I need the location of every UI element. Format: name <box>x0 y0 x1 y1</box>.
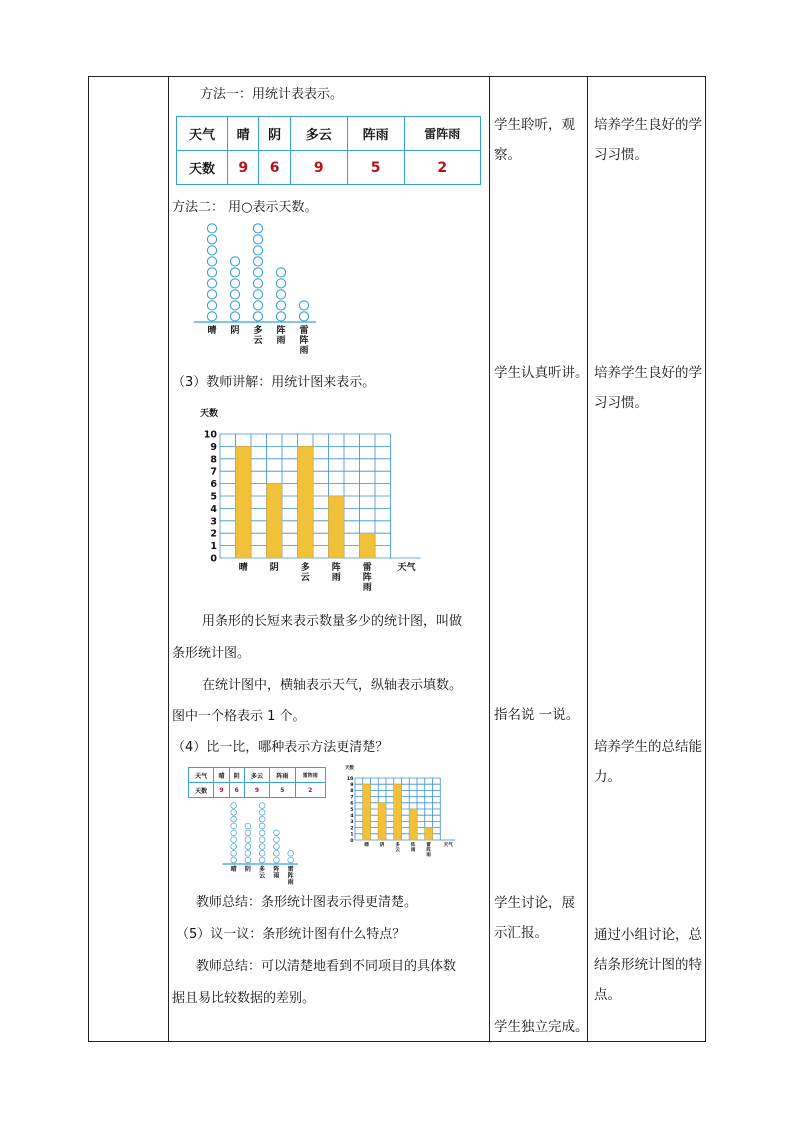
student-activity-2: 学生认真听讲。 <box>494 365 589 381</box>
y-tick-label: 9 <box>350 782 354 788</box>
circle-mark <box>259 857 265 863</box>
circle-mark <box>207 235 216 244</box>
bar-2 <box>267 484 283 558</box>
step5-text: （5）议一议：条形统计图有什么特点？ <box>176 927 406 942</box>
y-tick-label: 7 <box>210 466 217 478</box>
circle-mark <box>299 301 308 310</box>
circle-mark <box>245 823 251 829</box>
y-tick-label: 7 <box>350 795 354 801</box>
y-tick-label: 10 <box>203 429 217 441</box>
y-tick-label: 6 <box>210 479 217 491</box>
table-val-2: 6 <box>259 151 290 185</box>
column-divider-1 <box>168 77 169 1041</box>
circle-mark <box>230 279 239 288</box>
mini-table-cat-4: 阵雨 <box>270 768 295 783</box>
y-tick-label: 2 <box>350 826 354 832</box>
summary1: 教师总结：条形统计图表示得更清楚。 <box>196 895 418 910</box>
circle-mark <box>259 810 265 816</box>
circle-mark <box>231 837 237 843</box>
circle-mark <box>274 844 280 850</box>
circle-label-1: 晴 <box>230 865 237 873</box>
x-tick-label-4: 阵雨 <box>331 563 341 583</box>
bar-1 <box>363 784 371 840</box>
circle-mark <box>231 850 237 856</box>
circle-mark <box>207 224 216 233</box>
bar-chart <box>190 402 430 600</box>
circle-mark <box>230 290 239 299</box>
circle-label-5: 雷阵雨 <box>299 326 309 356</box>
mini-table-cat-2: 阴 <box>229 768 244 783</box>
bar-5 <box>425 828 433 840</box>
circle-label-2: 阴 <box>230 326 240 336</box>
circle-label-3: 多云 <box>259 865 266 880</box>
table-cat-5: 雷阵雨 <box>404 117 481 151</box>
mini-table-val-4: 5 <box>270 783 295 798</box>
circle-mark <box>253 290 262 299</box>
y-axis-title: 天数 <box>200 409 219 419</box>
circle-mark <box>274 837 280 843</box>
circle-label-1: 晴 <box>207 326 217 336</box>
mini-table-val-3: 9 <box>244 783 269 798</box>
circle-mark <box>230 268 239 277</box>
circle-mark <box>274 850 280 856</box>
circle-mark <box>230 257 239 266</box>
circle-mark <box>276 268 285 277</box>
circle-mark <box>245 830 251 836</box>
y-tick-label: 1 <box>210 541 217 553</box>
bar-4 <box>329 496 345 558</box>
column-divider-3 <box>587 77 588 1041</box>
circle-mark <box>230 312 239 321</box>
y-tick-label: 6 <box>350 801 354 807</box>
mini-table-cat-5: 雷阵雨 <box>295 768 325 783</box>
circle-label-4: 阵雨 <box>276 326 286 346</box>
circle-mark <box>245 837 251 843</box>
x-tick-label-3: 多云 <box>300 563 310 583</box>
step3-text: （3）教师讲解：用统计图来表示。 <box>172 375 376 390</box>
purpose-1: 培养学生良好的学习习惯。 <box>594 117 702 163</box>
y-tick-label: 0 <box>350 838 354 844</box>
circle-mark <box>207 279 216 288</box>
circle-label-5: 雷阵雨 <box>287 865 294 886</box>
weather-stat-table <box>176 116 481 185</box>
circle-mark <box>253 301 262 310</box>
method1-text: 方法一：用统计表表示。 <box>200 87 344 102</box>
table-val-5: 2 <box>404 151 481 185</box>
summary2-line1: 教师总结：可以清楚地看到不同项目的具体数 <box>196 959 457 974</box>
mini-table-val-2: 6 <box>229 783 244 798</box>
circle-mark <box>253 246 262 255</box>
bar-2 <box>378 803 386 840</box>
axis-line1: 在统计图中，横轴表示天气，纵轴表示填数。 <box>202 678 463 693</box>
y-tick-label: 5 <box>210 491 217 503</box>
x-tick-label-2: 阴 <box>269 563 279 573</box>
y-tick-label: 0 <box>210 553 217 565</box>
y-tick-label: 4 <box>350 813 354 819</box>
circle-mark <box>253 279 262 288</box>
mini-table-val-5: 2 <box>295 783 325 798</box>
axis-line2: 图中一个格表示 1 个。 <box>172 709 306 724</box>
x-tick-label-5: 雷阵雨 <box>362 563 372 593</box>
mini-bar-chart <box>340 762 453 858</box>
table-cat-4: 阵雨 <box>347 117 404 151</box>
circle-label-4: 阵雨 <box>273 865 280 880</box>
table-cat-3: 多云 <box>290 117 347 151</box>
mini-table-cat-1: 晴 <box>214 768 229 783</box>
circle-mark <box>259 837 265 843</box>
circle-mark <box>231 857 237 863</box>
table-header-weather: 天气 <box>177 117 228 151</box>
circle-mark <box>276 312 285 321</box>
circle-mark <box>274 830 280 836</box>
circle-mark <box>231 844 237 850</box>
y-tick-label: 10 <box>346 776 354 782</box>
circle-mark <box>230 301 239 310</box>
circle-mark <box>288 857 294 863</box>
x-tick-label-1: 晴 <box>238 563 248 573</box>
circle-mark <box>259 823 265 829</box>
bar-3 <box>394 784 402 840</box>
circle-mark <box>276 279 285 288</box>
x-tick-label-2: 阴 <box>379 843 385 848</box>
x-axis-title: 天气 <box>397 563 416 573</box>
purpose-3: 培养学生的总结能力。 <box>594 739 702 785</box>
circle-mark <box>259 850 265 856</box>
circle-mark <box>299 312 308 321</box>
table-cat-1: 晴 <box>228 117 259 151</box>
circle-mark <box>207 290 216 299</box>
student-activity-3: 指名说 一说。 <box>494 707 580 723</box>
y-tick-label: 3 <box>210 516 217 528</box>
y-tick-label: 8 <box>210 454 217 466</box>
bar-3 <box>298 446 314 558</box>
circle-mark <box>231 830 237 836</box>
circle-mark <box>207 312 216 321</box>
circle-mark <box>245 850 251 856</box>
y-axis-title: 天数 <box>345 766 354 771</box>
circle-mark <box>207 257 216 266</box>
bar-1 <box>236 446 252 558</box>
method2-text: 方法二： 用○表示天数。 <box>172 200 318 215</box>
x-tick-label-1: 晴 <box>364 843 369 848</box>
circle-label-2: 阴 <box>244 865 251 873</box>
circle-mark <box>253 312 262 321</box>
y-tick-label: 2 <box>210 528 217 540</box>
circle-mark <box>231 810 237 816</box>
student-activity-5: 学生独立完成。 <box>494 1019 589 1035</box>
circle-mark <box>259 816 265 822</box>
y-tick-label: 4 <box>210 503 217 515</box>
x-tick-label-5: 雷阵雨 <box>426 843 431 858</box>
circle-mark <box>207 268 216 277</box>
y-tick-label: 1 <box>350 832 354 838</box>
summary2-line2: 据且易比较数据的差别。 <box>172 991 316 1006</box>
circle-mark <box>253 235 262 244</box>
table-header-days: 天数 <box>177 151 228 185</box>
circle-mark <box>231 823 237 829</box>
mini-table-cat-3: 多云 <box>244 768 269 783</box>
y-tick-label: 5 <box>350 807 354 813</box>
mini-stat-table <box>188 767 326 798</box>
circle-mark <box>245 844 251 850</box>
table-val-4: 5 <box>347 151 404 185</box>
x-axis-title: 天气 <box>443 843 453 848</box>
table-val-3: 9 <box>290 151 347 185</box>
y-tick-label: 8 <box>350 789 354 795</box>
circle-mark <box>207 301 216 310</box>
circle-mark <box>253 224 262 233</box>
circle-pictograph <box>190 222 320 358</box>
circle-mark <box>207 246 216 255</box>
purpose-2: 培养学生良好的学习习惯。 <box>594 365 702 411</box>
y-tick-label: 3 <box>350 820 354 826</box>
circle-mark <box>276 301 285 310</box>
definition-line2: 条形统计图。 <box>172 646 251 661</box>
circle-mark <box>259 844 265 850</box>
step4-text: （4）比一比，哪种表示方法更清楚？ <box>172 740 389 755</box>
circle-mark <box>259 830 265 836</box>
circle-mark <box>253 268 262 277</box>
column-divider-2 <box>489 77 490 1041</box>
circle-mark <box>288 850 294 856</box>
y-tick-label: 9 <box>210 441 217 453</box>
x-tick-label-3: 多云 <box>395 843 400 853</box>
mini-table-header-weather: 天气 <box>189 768 214 783</box>
bar-4 <box>409 809 417 840</box>
circle-label-3: 多云 <box>253 326 263 346</box>
student-activity-4: 学生讨论，展示汇报。 <box>494 895 575 941</box>
circle-mark <box>274 857 280 863</box>
table-val-1: 9 <box>228 151 259 185</box>
mini-circle-pictograph <box>220 802 300 886</box>
bar-5 <box>360 533 376 558</box>
mini-table-val-1: 9 <box>214 783 229 798</box>
circle-mark <box>245 857 251 863</box>
circle-mark <box>231 816 237 822</box>
purpose-4: 通过小组讨论，总结条形统计图的特点。 <box>594 927 702 1003</box>
circle-mark <box>253 257 262 266</box>
x-tick-label-4: 阵雨 <box>410 843 416 853</box>
student-activity-1: 学生聆听，观察。 <box>494 117 575 163</box>
circle-mark <box>259 803 265 809</box>
mini-table-header-days: 天数 <box>189 783 214 798</box>
circle-mark <box>231 803 237 809</box>
definition-line1: 用条形的长短来表示数量多少的统计图，叫做 <box>202 614 463 629</box>
circle-mark <box>276 290 285 299</box>
table-cat-2: 阴 <box>259 117 290 151</box>
